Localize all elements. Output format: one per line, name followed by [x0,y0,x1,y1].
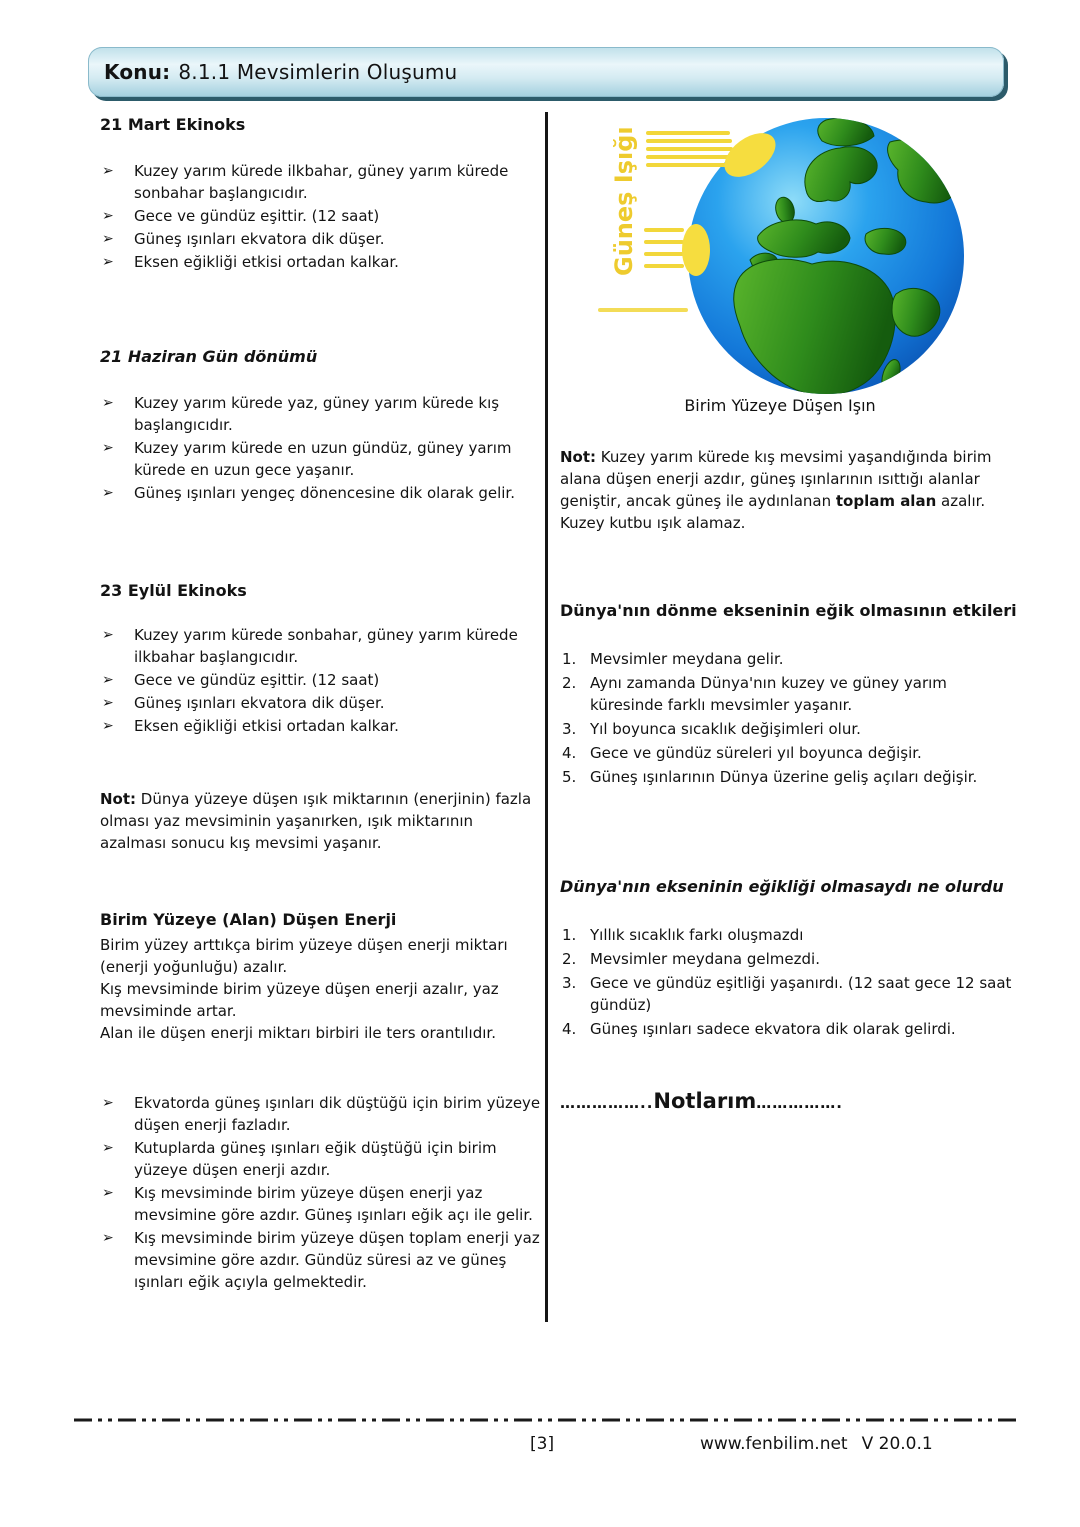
list-item-text: Kuzey yarım kürede sonbahar, güney yarım kürede ilkbahar başlangıcıdır. [134,626,518,666]
list-item [100,692,542,714]
arrow-bullet-icon: ➢ [102,718,114,734]
numbered-item [560,948,1022,970]
note-text-bold: toplam alan [835,492,937,510]
numbered-item [560,742,1022,764]
numbered-item [560,972,1022,1016]
list-item-text: Eksen eğikliği etkisi ortadan kalkar. [134,253,399,271]
earth-illustration [560,108,1022,396]
sun-light-label: Güneş Işığı [610,126,638,276]
list-item [100,392,542,436]
list-item-text: Kuzey yarım kürede yaz, güney yarım kürede kış başlangıcıdır. [134,394,500,434]
item-number: 2. [562,950,577,968]
arrow-bullet-icon: ➢ [102,231,114,247]
numbered-item [560,1018,1022,1040]
list-item-text: Kış mevsiminde birim yüzeye düşen toplam enerji yaz mevsimine göre azdır. Gündüz süresi az ve güneş ışınları eğik açıyla gelmektedir. [134,1229,540,1291]
list-21-mart [100,160,542,274]
item-text: Aynı zamanda Dünya'nın kuzey ve güney yarım küresinde farklı mevsimler yaşanır. [590,674,947,714]
note-left [100,788,542,854]
heading-no-tilt: Dünya'nın ekseninin eğikliği olmasaydı ne olurdu [560,877,1004,896]
list-item [100,437,542,481]
footer-dash-rule [74,1417,1021,1423]
list-item-text: Kutuplarda güneş ışınları eğik düştüğü için birim yüzeye düşen enerji azdır. [134,1139,497,1179]
sunlit-spot-equator [682,224,710,276]
arrow-bullet-icon: ➢ [102,627,114,643]
note-text: Dünya yüzeye düşen ışık miktarının (enerjinin) fazla olması yaz mevsiminin yaşanırken, ışık miktarının azalması sonucu kış mevsimi yaşanır. [100,790,532,852]
item-text: Güneş ışınlarının Dünya üzerine geliş açıları değişir. [590,768,978,786]
dots-after: ……………. [756,1094,843,1112]
item-number: 4. [562,744,577,762]
list-item-text: Kuzey yarım kürede en uzun gündüz, güney yarım kürede en uzun gece yaşanır. [134,439,512,479]
item-text: Mevsimler meydana gelir. [590,650,784,668]
dots-before: …………….. [560,1094,654,1112]
heading-birim-yuzeye: Birim Yüzeye (Alan) Düşen Enerji [100,910,397,929]
list-item [100,1182,542,1226]
paragraph-energy [100,934,542,1044]
page-number: [3] [530,1434,555,1454]
item-text: Yıl boyunca sıcaklık değişimleri olur. [590,720,861,738]
note-label: Not: [560,448,597,466]
list-item-text: Güneş ışınları ekvatora dik düşer. [134,694,385,712]
heading-21-haziran: 21 Haziran Gün dönümü [100,347,318,366]
list-item [100,669,542,691]
list-item [100,228,542,250]
list-energy-details [100,1092,542,1294]
paragraph-line: Birim yüzey arttıkça birim yüzeye düşen enerji miktarı (enerji yoğunluğu) azalır. [100,936,508,976]
item-text: Gece ve gündüz eşitliği yaşanırdı. (12 saat gece 12 saat gündüz) [590,974,1012,1014]
list-item-text: Gece ve gündüz eşittir. (12 saat) [134,671,380,689]
list-item [100,1137,542,1181]
figure-caption: Birim Yüzeye Düşen Işın [684,396,876,415]
list-item-text: Güneş ışınları ekvatora dik düşer. [134,230,385,248]
list-item [100,624,542,668]
list-item [100,205,542,227]
arrow-bullet-icon: ➢ [102,672,114,688]
list-no-tilt [560,924,1022,1042]
list-item [100,715,542,737]
item-number: 3. [562,720,577,738]
item-number: 1. [562,650,577,668]
list-item [100,1092,542,1136]
topic-banner [88,47,1004,97]
note-right [560,446,1022,534]
arrow-bullet-icon: ➢ [102,163,114,179]
numbered-item [560,766,1022,788]
column-divider [545,112,548,1322]
list-item-text: Gece ve gündüz eşittir. (12 saat) [134,207,380,225]
arrow-bullet-icon: ➢ [102,485,114,501]
list-item [100,251,542,273]
list-23-eylul [100,624,542,738]
list-item-text: Güneş ışınları yengeç dönencesine dik olarak gelir. [134,484,515,502]
paragraph-line: Alan ile düşen enerji miktarı birbiri ile ters orantılıdır. [100,1024,496,1042]
item-number: 1. [562,926,577,944]
site-url: www.fenbilim.net [700,1434,848,1454]
arrow-bullet-icon: ➢ [102,440,114,456]
heading-tilt-effects: Dünya'nın dönme ekseninin eğik olmasının etkileri [560,601,1017,620]
item-text: Yıllık sıcaklık farkı oluşmazdı [590,926,804,944]
item-text: Mevsimler meydana gelmezdi. [590,950,820,968]
arrow-bullet-icon: ➢ [102,1230,114,1246]
item-number: 3. [562,974,577,992]
list-item [100,482,542,504]
my-notes-line [560,1090,1022,1114]
item-number: 5. [562,768,577,786]
footer-site-version [700,1434,933,1454]
list-21-haziran [100,392,542,505]
numbered-item [560,672,1022,716]
paragraph-line: Kış mevsiminde birim yüzeye düşen enerji azalır, yaz mevsiminde artar. [100,980,499,1020]
item-number: 4. [562,1020,577,1038]
list-item [100,1227,542,1293]
my-notes-label: Notlarım [653,1089,757,1113]
numbered-item [560,924,1022,946]
heading-21-mart: 21 Mart Ekinoks [100,115,246,134]
list-tilt-effects [560,648,1022,790]
list-item-text: Ekvatorda güneş ışınları dik düştüğü için birim yüzeye düşen enerji fazladır. [134,1094,541,1134]
list-item-text: Eksen eğikliği etkisi ortadan kalkar. [134,717,399,735]
item-text: Güneş ışınları sadece ekvatora dik olarak gelirdi. [590,1020,956,1038]
list-item-text: Kuzey yarım kürede ilkbahar, güney yarım kürede sonbahar başlangıcıdır. [134,162,509,202]
item-number: 2. [562,674,577,692]
arrow-bullet-icon: ➢ [102,1095,114,1111]
item-text: Gece ve gündüz süreleri yıl boyunca değişir. [590,744,922,762]
numbered-item [560,648,1022,670]
topic-label: Konu: [104,60,171,84]
arrow-bullet-icon: ➢ [102,254,114,270]
arrow-bullet-icon: ➢ [102,695,114,711]
list-item-text: Kış mevsiminde birim yüzeye düşen enerji yaz mevsimine göre azdır. Güneş ışınları eğik açı ile gelir. [134,1184,533,1224]
arrow-bullet-icon: ➢ [102,1185,114,1201]
list-item [100,160,542,204]
note-label: Not: [100,790,137,808]
topic-title: 8.1.1 Mevsimlerin Oluşumu [178,60,458,84]
note-text-before: Kuzey yarım kürede kış mevsimi yaşandığında birim alana düşen enerji azdır, güneş ışınlarının ısıttığı alanlar geniştir, ancak güneş ile aydınlanan [560,448,992,510]
arrow-bullet-icon: ➢ [102,208,114,224]
note-text-after: azalır. Kuzey kutbu ışık alamaz. [560,492,986,532]
arrow-bullet-icon: ➢ [102,395,114,411]
heading-23-eylul: 23 Eylül Ekinoks [100,581,247,600]
version-number: V 20.0.1 [861,1434,933,1454]
earth-sunlight-figure [560,108,1022,420]
numbered-item [560,718,1022,740]
arrow-bullet-icon: ➢ [102,1140,114,1156]
